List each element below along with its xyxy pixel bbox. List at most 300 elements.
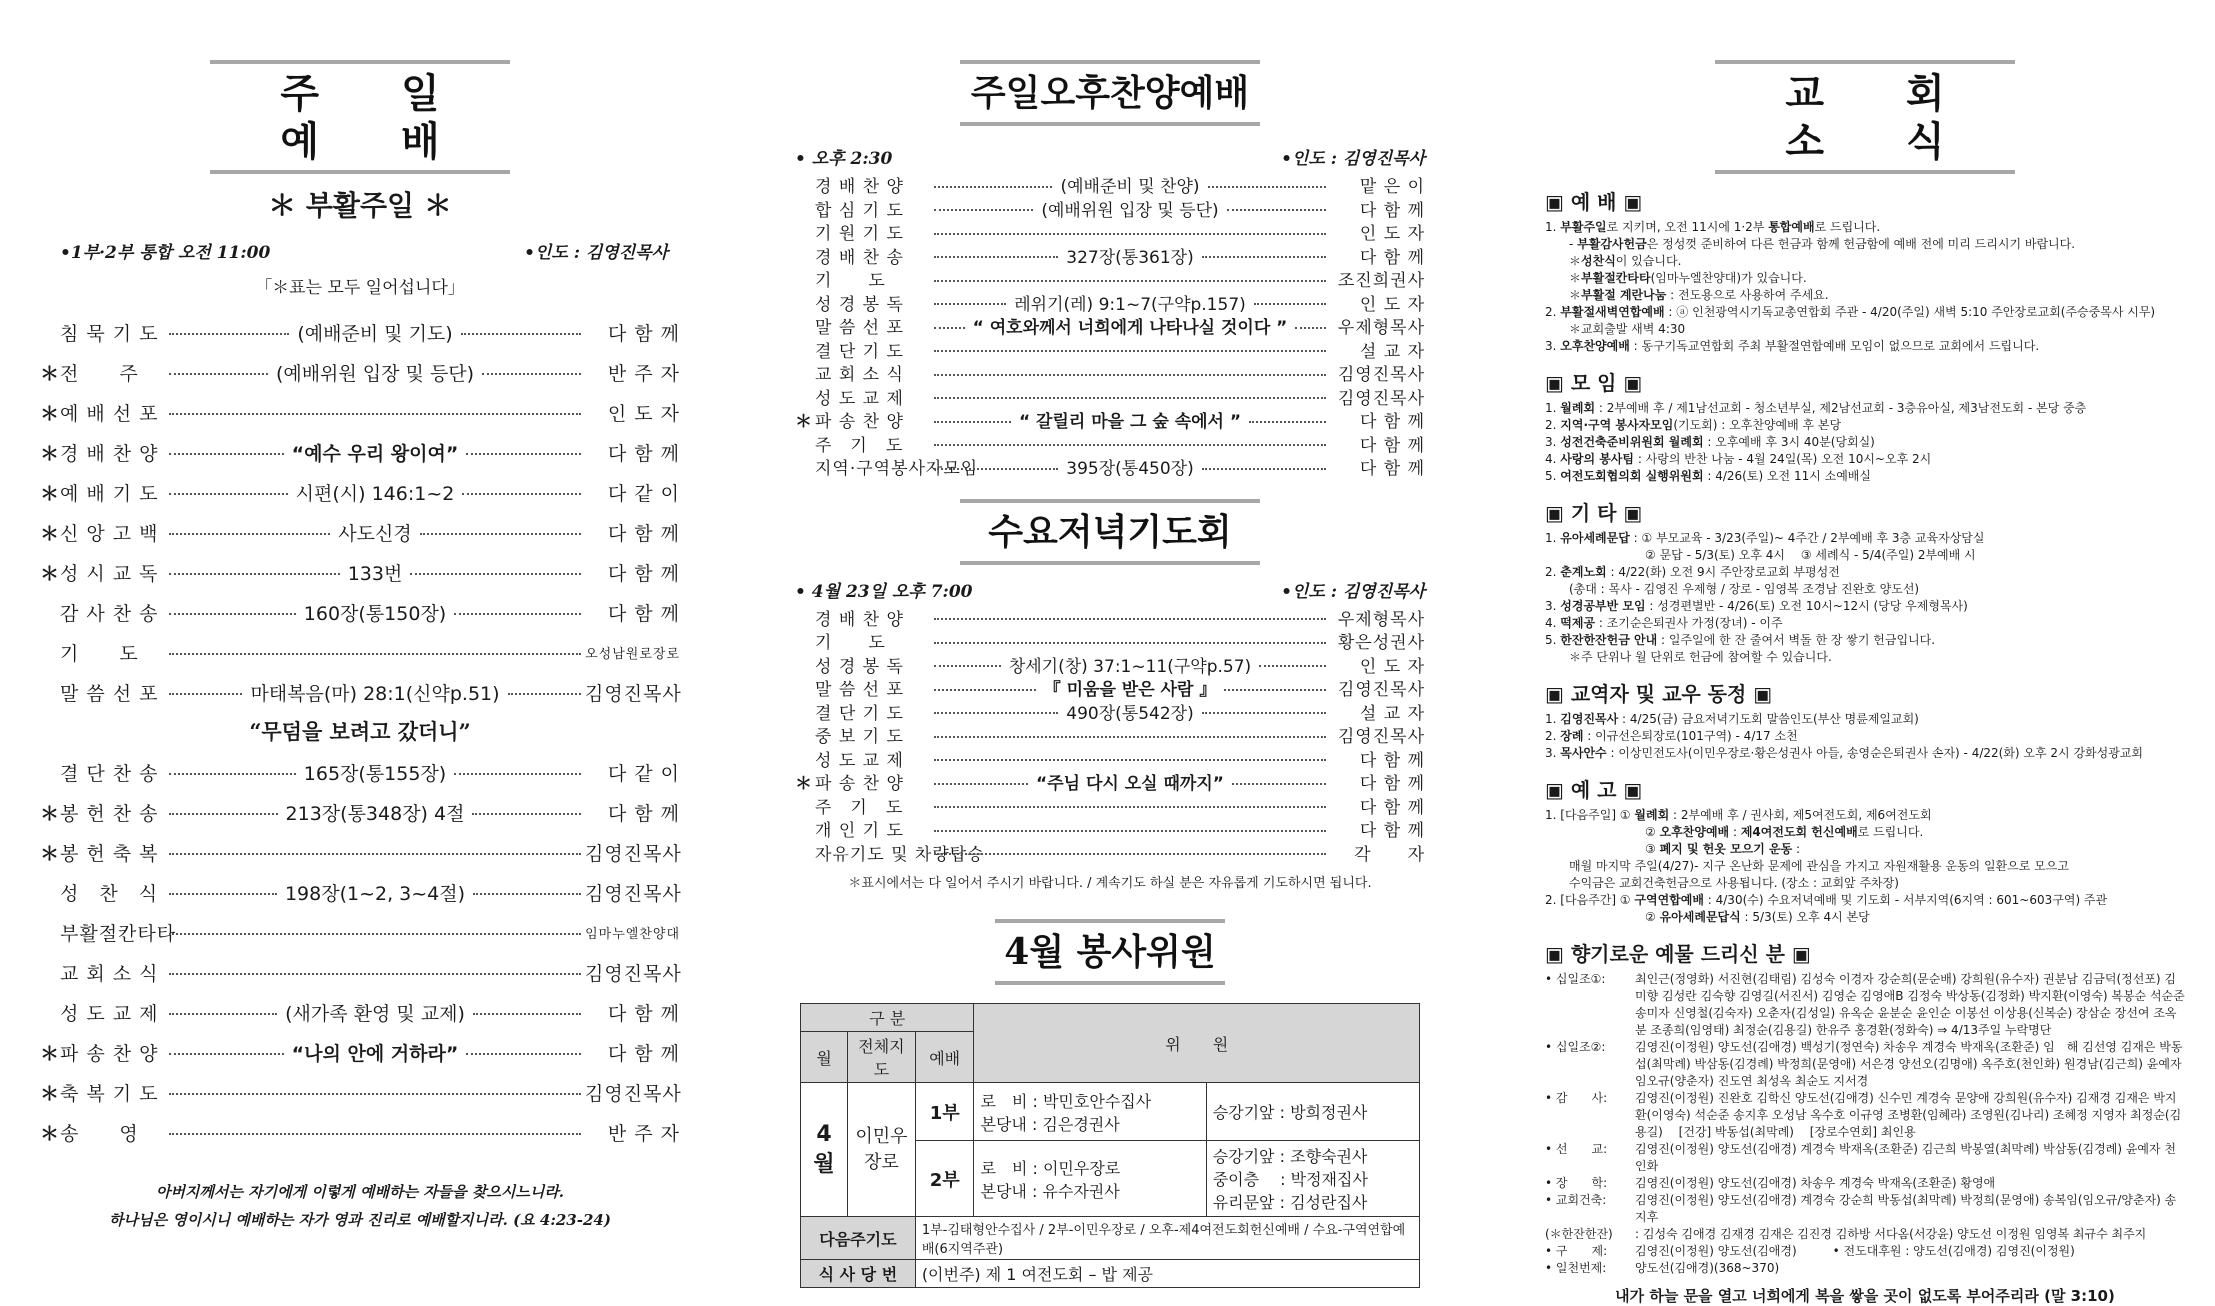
dot-leader [934,665,1001,667]
dot-leader [934,783,1028,785]
pastoral-news [1545,711,2185,762]
offering-row [1545,1175,2185,1192]
dot-leader [169,893,277,895]
order-label: 성 도 교 제 [60,1002,159,1025]
order-row [40,992,680,1032]
dot-leader [934,806,1326,808]
order-detail: “ 여호와께서 너희에게 나타나실 것이다 ” [972,318,1288,339]
order-label: 기 도 [815,633,886,654]
wednesday-leader: •인도 : 김영진목사 [1281,581,1425,602]
order-person: 김영진목사 [1337,727,1425,748]
dot-leader [169,653,581,655]
dot-leader [169,373,268,375]
order-row [40,552,680,592]
news-line: ＊부활절칸타타(임마누엘찬양대)가 있습니다. [1569,271,1807,285]
order-row [795,173,1425,197]
section-worship: ▣ 예 배 ▣ [1545,190,1643,214]
order-detail: 198장(1~2, 3~4절) [284,882,466,905]
dot-leader [508,693,581,695]
order-row [40,752,680,792]
order-detail: (예배위원 입장 및 등단) [1041,200,1219,221]
offering-names: : 김성숙 김애경 김재경 김재은 김진경 김하방 서다옴(서강윤) 양도선 이정원 임영복 최규수 최주지 [1635,1227,2147,1241]
order-label: 개 인 기 도 [815,821,904,842]
dot-leader [1295,327,1326,329]
order-label: 기 도 [60,642,139,665]
order-detail: 시편(시) 146:1~2 [295,482,455,505]
order-detail: 『 미움을 받은 사람 』 [1043,680,1217,701]
dot-leader [934,853,1326,855]
dot-leader [1202,468,1326,470]
dot-leader [934,642,1326,644]
order-label: 감 사 찬 송 [60,602,159,625]
order-detail: (예배준비 및 기도) [297,322,453,345]
service-meta [40,238,680,263]
dot-leader [934,303,1006,305]
news-line: 4. 사랑의 봉사팀 : 사랑의 반찬 나눔 - 4월 24일(목) 오전 10시~오후 2시 [1545,452,1932,466]
offering-row [1545,1243,2185,1260]
offering-names: 김영진(이정원) 진완호 김학신 양도선(김애경) 신수민 계경숙 문양애 강희원(유수자) 김재경 김재은 박지환(이영숙) 석순준 송지후 오성남 옥수호 이규영 조병환(임혜라) 조영원(김나리) 조혜정 지영자 최정순(김용길) [건강] 박동섭(최막례) [장로수연회] 최인용 [1635,1091,2182,1139]
order-row [40,632,680,672]
service-leader: •인도 : 김영진목사 [524,243,668,263]
news-line: 1. 부활주일로 지키며, 오전 11시에 1·2부 통합예배로 드립니다. [1545,220,1881,234]
dot-leader [473,1013,581,1015]
stand-mark: ＊ [40,562,60,585]
order-detail: (예배위원 입장 및 등단) [275,362,475,385]
order-person: 우제형목사 [1337,318,1426,339]
offering-names: 김영진(이정원) 양도선(김애경) 백성기(정연숙) 차송우 계경숙 박재옥(조환준) 임 해 김선영 김재은 박동섭(최막례) 박삼동(김경례) 박정희(문영애) 서은경 양선오(김명애) 옥주호(천인화) 원경남(김근희) 윤예자 임오규(양춘자) 진도연 최성옥 최순도 지서경 [1635,1040,2183,1088]
standing-note: ＊표시에서는 다 일어서 주시기 바랍니다. / 계속기도 하실 분은 자유롭게 기도하시면 됩니다. [848,876,1372,891]
dot-leader [462,493,581,495]
s1-sanctuary: 본당내 : 김은경권사 [980,1114,1120,1134]
closing-verse: 내가 하늘 문을 열고 너희에게 복을 쌓을 곳이 없도록 부어주리라 (말 3:10) [1615,1287,2115,1305]
meal-duty-value: (이번주) 제 1 여전도회 – 밥 제공 [915,1260,1419,1288]
dot-leader [169,573,340,575]
order-label: 부활절칸타타 [60,922,177,945]
service-time: •1부·2부 통합 오전 11:00 [60,243,271,263]
news-line: 1. 유아세례문답 : ① 부모교육 - 3/23(주일)~ 4주간 / 2부예배 후 3층 교육자상담실 [1545,531,1985,545]
dot-leader [454,613,581,615]
order-label: 주 기 도 [815,435,904,456]
order-label: 봉 헌 축 복 [60,842,159,865]
news-line: ＊주 단위나 월 단위로 헌금에 참여할 수 있습니다. [1569,650,1832,664]
dot-leader [1202,256,1326,258]
wednesday-prayer-title: 수요저녁기도회 [960,499,1260,565]
order-detail: 창세기(창) 37:1~11(구약p.57) [1008,656,1252,677]
news-line: ＊성찬식이 있습니다. [1569,254,1682,268]
order-row [795,676,1425,700]
news-line: ② 문답 - 5/3(토) 오후 4시 ③ 세례식 - 5/4(주일) 2부예배 시 [1645,548,1976,562]
offering-names: 김영진(이정원) 양도선(김애경) • 전도대후원 : 양도선(김애경) 김영진(이정원) [1635,1244,2075,1258]
dot-leader [169,853,581,855]
offering-names: 김영진(이정원) 양도선(김애경) 계경숙 박재옥(조환준) 김근희 박봉열(최막례) 박삼동(김경례) 윤예자 천인화 [1635,1142,2177,1173]
order-row [795,361,1425,385]
dot-leader [466,453,581,455]
order-person: 다 함 께 [1359,247,1425,268]
order-label: 성 경 봉 독 [815,656,904,677]
order-person: 다 함 께 [607,562,680,585]
order-label: 결 단 기 도 [815,703,904,724]
header-service: 예배 [915,1032,974,1083]
dot-leader [169,1013,277,1015]
offering-names: 김영진(이정원) 양도선(김애경) 차송우 계경숙 박재옥(조환준) 황영애 [1635,1176,1996,1190]
news-line: 수익금은 교회건축헌금으로 사용됩니다. (장소 : 교회앞 주차장) [1569,876,1899,890]
news-line: 2. 지역·구역 봉사자모임(기도회) : 오후찬양예배 후 본당 [1545,418,1842,432]
order-row [40,312,680,352]
order-label: 전 주 [60,362,139,385]
dot-leader [1224,689,1326,691]
dot-leader [1254,303,1326,305]
next-prayer-value: 1부-김태형안수집사 / 2부-이민우장로 / 오후-제4여전도회헌신예배 / 수요-구역연합예배(6지역주관) [915,1217,1419,1260]
order-label: 말 씀 선 포 [815,680,904,701]
service-1-elevator: 승강기앞 : 방희정권사 [1206,1083,1419,1141]
order-label: 경 배 찬 양 [815,609,904,630]
news-line: 2. 장례 : 이규선은퇴장로(101구역) - 4/17 소천 [1545,729,1798,743]
dot-leader [169,613,296,615]
order-row [40,392,680,432]
worship-order-part2 [40,752,680,1152]
dot-leader [1227,209,1326,211]
order-row [40,872,680,912]
worship-order-part1 [40,312,680,712]
order-person: 다 함 께 [607,602,681,625]
stand-note: 「＊표는 모두 일어섭니다」 [255,278,465,298]
header-month: 월 [801,1032,848,1083]
order-row [40,592,680,632]
order-row [795,817,1425,841]
section-preview: ▣ 예 고 ▣ [1545,778,1643,802]
order-label: 교 회 소 식 [60,962,159,985]
order-person: 김영진목사 [585,842,682,865]
order-person: 다 함 께 [607,802,680,825]
order-detail: (예배준비 및 찬양) [1060,177,1200,198]
offering-names: 김영진(이정원) 양도선(김애경) 계경숙 강순희 박동섭(최막례) 박정희(문영애) 송복임(임오규/양춘자) 송지후 [1635,1193,2177,1224]
offering-category: • 구 제: [1545,1244,1608,1258]
order-label: 결 단 기 도 [815,341,904,362]
order-person: 황은성권사 [1337,633,1425,654]
order-person: 다 함 께 [607,442,680,465]
afternoon-service-title: 주일오후찬양예배 [960,60,1260,126]
service-2-other [1206,1141,1419,1217]
dot-leader [169,453,284,455]
order-row [40,472,680,512]
dot-leader [454,773,581,775]
wednesday-meta [795,577,1425,602]
news-line: (총대 : 목사 - 김영진 우제형 / 장로 - 임영복 조경남 진완호 양도선) [1569,582,1920,596]
order-label: 교 회 소 식 [815,365,904,386]
order-label: 성 도 교 제 [815,388,904,409]
s2-sanctuary: 본당내 : 유수자권사 [980,1181,1120,1201]
order-detail: 레위기(레) 9:1~7(구약p.157) [1014,294,1246,315]
offering-category: • 교회건축: [1545,1193,1607,1207]
afternoon-meta [795,144,1425,169]
offering-category: • 일천번제: [1545,1261,1607,1275]
volunteer-table [800,1003,1420,1288]
offering-category: • 십일조②: [1545,1040,1606,1054]
stand-mark: ＊ [40,842,60,865]
order-row [795,629,1425,653]
news-line: ③ 폐지 및 헌옷 모으기 운동 : [1645,842,1801,856]
dot-leader [169,813,278,815]
dot-leader [934,712,1058,714]
dot-leader [169,973,581,975]
dot-leader [934,689,1036,691]
dot-leader [1202,712,1326,714]
offering-names: 양도선(김애경)(368~370) [1635,1261,1780,1275]
order-person: 조진희권사 [1337,271,1425,292]
service-2-cell: 2부 [915,1141,974,1217]
dot-leader [169,533,330,535]
stand-mark: ＊ [40,1122,60,1145]
order-label: 파 송 찬 양 [815,774,904,795]
dot-leader [934,327,965,329]
order-person: 다 함 께 [607,1042,680,1065]
stand-mark: ＊ [40,1042,60,1065]
order-person: 다 함 께 [1359,200,1425,221]
order-detail: 사도신경 [338,522,412,545]
order-row [40,792,680,832]
other-news [1545,530,2185,666]
order-row [40,512,680,552]
order-row [795,700,1425,724]
order-row [795,841,1425,865]
order-row [795,723,1425,747]
offering-category: • 선 교: [1545,1142,1608,1156]
header-members: 위 원 [974,1004,1420,1083]
dot-leader [934,209,1033,211]
dot-leader [410,573,581,575]
dot-leader [466,1053,581,1055]
order-row [40,952,680,992]
news-line: 1. 김영진목사 : 4/25(금) 금요저녁기도회 말씀인도(부산 명륜제일교회) [1545,712,1919,726]
stand-mark: ＊ [795,774,812,795]
order-label: 자유기도 및 차량탑승 [815,844,985,865]
dot-leader [169,493,288,495]
news-line: 3. 오후찬양예배 : 동구기독교연합회 주최 부활절연합예배 모임이 없으므로 교회에서 드립니다. [1545,339,2040,353]
verse-line-2: 하나님은 영이시니 예배하는 자가 영과 진리로 예배할지니라. (요 4:23-24) [109,1211,611,1229]
order-detail: 213장(통348장) 4절 [285,802,465,825]
order-label: 기 도 [815,271,886,292]
dot-leader [1232,783,1326,785]
order-person: 인 도 자 [1359,656,1425,677]
offerings-list [1545,971,2185,1277]
dot-leader [934,444,1326,446]
region-leader-cell: 이민우 장로 [848,1083,916,1217]
dot-leader [934,233,1326,235]
order-row [795,770,1425,794]
header-region: 전체지도 [848,1032,916,1083]
dot-leader [169,1133,581,1135]
order-detail: “예수 우리 왕이여” [291,442,459,465]
order-person: 김영진목사 [585,682,682,705]
news-line: 5. 한잔한잔헌금 안내 : 일주일에 한 잔 줄여서 벽돌 한 장 쌓기 헌금입니다. [1545,633,1936,647]
order-person: 다 함 께 [1359,774,1425,795]
preview-news [1545,807,2185,926]
order-label: 경 배 찬 송 [815,247,904,268]
order-person: 임마누엘찬양대 [585,926,680,942]
order-detail: 133번 [347,562,403,585]
dot-leader [169,1053,284,1055]
order-person: 김영진목사 [585,962,682,985]
stand-mark: ＊ [40,402,60,425]
stand-mark: ＊ [40,442,60,465]
s2-mezzanine: 중이층 : 박정재집사 [1212,1170,1368,1189]
s2-lobby: 로 비 : 이민우장로 [980,1158,1121,1178]
order-person: 설 교 자 [1359,341,1425,362]
offering-category: (＊한잔한잔) [1545,1227,1613,1241]
order-label: 신 앙 고 백 [60,522,159,545]
order-row [795,338,1425,362]
sermon-title: “무덤을 보려고 갔더니” [249,719,471,744]
order-person: 설 교 자 [1359,703,1425,724]
dot-leader [934,421,1011,423]
order-row [40,1112,680,1152]
order-label: 지역·구역봉사자모임 [815,459,979,480]
order-label: 경 배 찬 양 [60,442,159,465]
dot-leader [473,893,581,895]
news-line: 1. [다음주일] ① 월례회 : 2부예배 후 / 권사회, 제5여전도회, 제6여전도회 [1545,808,1932,822]
order-label: 성 시 교 독 [60,562,159,585]
next-prayer-label: 다음주기도 [801,1217,916,1260]
scripture-verse [40,1178,680,1234]
s1-lobby: 로 비 : 박민호안수집사 [980,1091,1152,1111]
order-label: 봉 헌 찬 송 [60,802,159,825]
dot-leader [461,333,581,335]
verse-line-1: 아버지께서는 자기에게 이렇게 예배하는 자들을 찾으시느니라. [155,1183,565,1201]
news-line: 2. 춘계노회 : 4/22(화) 오전 9시 주안장로교회 부평성전 [1545,565,1840,579]
section-pastoral: ▣ 교역자 및 교우 동정 ▣ [1545,682,1773,706]
month-cell: 4월 [801,1083,848,1217]
offering-category: • 장 학: [1545,1176,1608,1190]
order-label: 기 원 기 도 [815,224,904,245]
order-label: 송 영 [60,1122,139,1145]
order-person: 다 함 께 [607,322,681,345]
church-news-title: 교 회 소 식 [1715,60,2015,174]
order-row [795,408,1425,432]
church-news-column [1545,60,2185,1306]
order-row [40,912,680,952]
service-1-members [974,1083,1206,1141]
order-person: 오성남원로장로 [585,646,680,662]
meetings-news [1545,400,2185,485]
news-line: 2. [다음주간] ① 구역연합예배 : 4/30(수) 수요저녁예배 및 기도회 - 서부지역(6지역 : 601~603구역) 주관 [1545,893,2108,907]
service-1-cell: 1부 [915,1083,974,1141]
order-person: 다 함 께 [607,1002,680,1025]
news-line: 3. 성전건축준비위원회 월례회 : 오후예배 후 3시 40분(당회실) [1545,435,1875,449]
dot-leader [1208,186,1326,188]
order-row [795,267,1425,291]
stand-mark: ＊ [40,362,60,385]
order-person: 다 함 께 [1359,459,1425,480]
order-label: 축 복 기 도 [60,1082,159,1105]
news-line: ② 오후찬양예배 : 제4여전도회 헌신예배로 드립니다. [1645,825,1924,839]
order-label: 결 단 찬 송 [60,762,159,785]
stand-mark: ＊ [795,412,812,433]
order-detail: 395장(통450장) [1066,459,1194,480]
dot-leader [934,618,1326,620]
order-row [40,432,680,472]
afternoon-order [795,173,1425,479]
order-row [795,432,1425,456]
order-person: 인 도 자 [1359,294,1425,315]
offering-names: 최인근(정영화) 서진현(김태림) 김성숙 이경자 강순희(문순배) 강희원(유수자) 권분남 김금덕(정선포) 김미향 김성란 김숙향 김영길(서진서) 김영순 김영애B 김정숙 박상동(김정화) 박지환(이영숙) 복봉순 석순준 송미자 신영철(김숙자) 오춘자(김성일) 유옥순 윤분순 윤인순 이봉선 이상용(신복순) 장삼순 장선여 조옥분 조종희(임영태) 최정순(김용길) 한유주 홍경환(정화숙) ⇒ 4/13주일 누락명단 [1635,972,2185,1037]
news-line: 2. 부활절새벽연합예배 : ⓐ 인천광역시기독교총연합회 주관 - 4/20(주일) 새벽 5:10 주안장로교회(주승중목사 시무) [1545,305,2156,319]
order-person: 다 함 께 [1359,821,1425,842]
offering-row [1545,971,2185,1039]
dot-leader [169,1093,581,1095]
afternoon-leader: •인도 : 김영진목사 [1281,149,1425,169]
order-row [795,291,1425,315]
offering-row [1545,1226,2185,1243]
offering-row [1545,1260,2185,1277]
dot-leader [934,280,1326,282]
stand-mark: ＊ [40,802,60,825]
stand-mark: ＊ [40,482,60,505]
order-label: 말 씀 선 포 [60,682,159,705]
order-row [795,244,1425,268]
offering-category: • 십일조①: [1545,972,1606,986]
dot-leader [934,759,1326,761]
order-label: 성 찬 식 [60,882,159,905]
order-detail: “나의 안에 거하라” [291,1042,459,1065]
order-person: 우제형목사 [1337,609,1425,630]
order-detail: 327장(통361장) [1066,247,1194,268]
order-person: 다 같 이 [607,482,681,505]
order-label: 성 경 봉 독 [815,294,904,315]
wednesday-order [795,606,1425,865]
order-row [795,606,1425,630]
order-label: 예 배 기 도 [60,482,159,505]
april-volunteers-title: 4월 봉사위원 [995,919,1225,985]
dot-leader [934,256,1058,258]
order-row [795,314,1425,338]
dot-leader [934,830,1326,832]
service-2-members [974,1141,1206,1217]
order-label: 경 배 찬 양 [815,177,904,198]
order-label: 합 심 기 도 [815,200,904,221]
news-line: ＊교회출발 새벽 4:30 [1569,322,1686,336]
order-label: 성 도 교 제 [815,750,904,771]
dot-leader [934,350,1326,352]
afternoon-time: • 오후 2:30 [795,149,893,169]
afternoon-service-column [795,60,1425,1288]
order-person: 다 함 께 [1359,412,1426,433]
news-line: 5. 여전도회협의회 실행위원회 : 4/26(토) 오전 11시 소예배실 [1545,469,1871,483]
order-person: 다 함 께 [607,522,681,545]
offering-row [1545,1192,2185,1226]
order-person: 김영진목사 [585,1082,682,1105]
order-label: 예 배 선 포 [60,402,159,425]
order-label: 침 묵 기 도 [60,322,159,345]
dot-leader [1249,421,1326,423]
order-person: 다 함 께 [1359,750,1425,771]
order-detail: “ 갈릴리 마을 그 숲 속에서 ” [1018,412,1242,433]
order-detail: 165장(통155장) [303,762,447,785]
order-row [795,653,1425,677]
offering-row [1545,1141,2185,1175]
news-line: - 부활감사헌금은 정성껏 준비하여 다른 헌금과 함께 헌금함에 예배 전에 미리 드리시기 바랍니다. [1569,237,2076,251]
order-person: 다 함 께 [1359,797,1425,818]
order-row [40,672,680,712]
dot-leader [482,373,581,375]
dot-leader [934,374,1326,376]
dot-leader [169,933,581,935]
dot-leader [472,813,581,815]
stand-mark: ＊ [40,522,60,545]
order-label: 주 기 도 [815,797,904,818]
s2-elevator: 승강기앞 : 조향숙권사 [1212,1147,1368,1166]
order-detail: “주님 다시 오실 때까지” [1036,774,1224,795]
order-person: 인 도 자 [1359,224,1425,245]
